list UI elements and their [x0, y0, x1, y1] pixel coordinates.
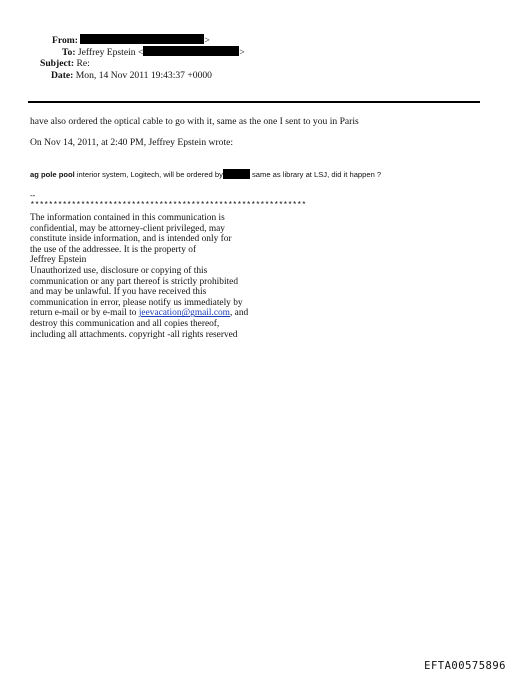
to-suffix: > [239, 47, 245, 58]
disclaimer-line: The information contained in this communication is [30, 213, 225, 223]
disclaimer-line: confidential, may be attorney-client privileged, may [30, 223, 225, 234]
quoted-part2: same as library at LSJ, did it happen ? [249, 170, 382, 179]
subject-label: Subject: [40, 58, 75, 69]
disclaimer-line: Unauthorized use, disclosure or copying of this [30, 265, 208, 276]
date-row [51, 70, 212, 82]
disclaimer-line: communication or any part thereof is strictly prohibited [30, 276, 239, 287]
signature-dashes: -- [30, 191, 36, 200]
quoted-message [30, 169, 381, 181]
quote-intro: On Nov 14, 2011, at 2:40 PM, Jeffrey Epstein wrote: [30, 137, 234, 148]
date-value: Mon, 14 Nov 2011 19:43:37 +0000 [75, 70, 212, 81]
disclaimer-line: and may be unlawful. If you have received this [30, 287, 207, 298]
disclaimer-line: communication in error, please notify us immediately by [30, 297, 243, 308]
subject-row [40, 58, 90, 70]
date-label: Date: [51, 70, 74, 81]
to-label: To: [62, 47, 76, 58]
disclaimer-line: Jeffrey Epstein [30, 255, 87, 266]
subject-value: Re: [76, 58, 90, 69]
redacted-recipient-email [143, 46, 239, 56]
redacted-name [223, 169, 250, 179]
from-label: From: [52, 35, 78, 46]
email-suffix: , and [229, 308, 249, 319]
quoted-part1: interior system, Logitech, will be ordered by [74, 170, 223, 179]
disclaimer-line: the use of the addressee. It is the property of [30, 244, 197, 255]
to-name: Jeffrey Epstein < [77, 47, 144, 58]
redacted-sender [80, 34, 204, 44]
from-suffix: > [204, 35, 210, 46]
signature-stars: ************************************************************ [30, 201, 307, 210]
disclaimer-line: constitute inside information, and is intended only for [30, 234, 232, 245]
email-prefix: return e-mail or by e-mail to [30, 308, 139, 319]
disclaimer-line: destroy this communication and all copies thereof, [30, 318, 220, 329]
document-id: EFTA00575896 [424, 660, 506, 672]
disclaimer-email-line [30, 308, 290, 319]
header-divider [28, 101, 480, 103]
quoted-bold: ag pole pool [30, 170, 75, 179]
reply-text: have also ordered the optical cable to go with it, same as the one I sent to you in Paris [30, 116, 359, 127]
disclaimer-line: including all attachments. copyright -all rights reserved [30, 329, 238, 340]
confidentiality-disclaimer [30, 213, 290, 340]
email-link[interactable]: jeevacation@gmail.com [138, 308, 230, 319]
